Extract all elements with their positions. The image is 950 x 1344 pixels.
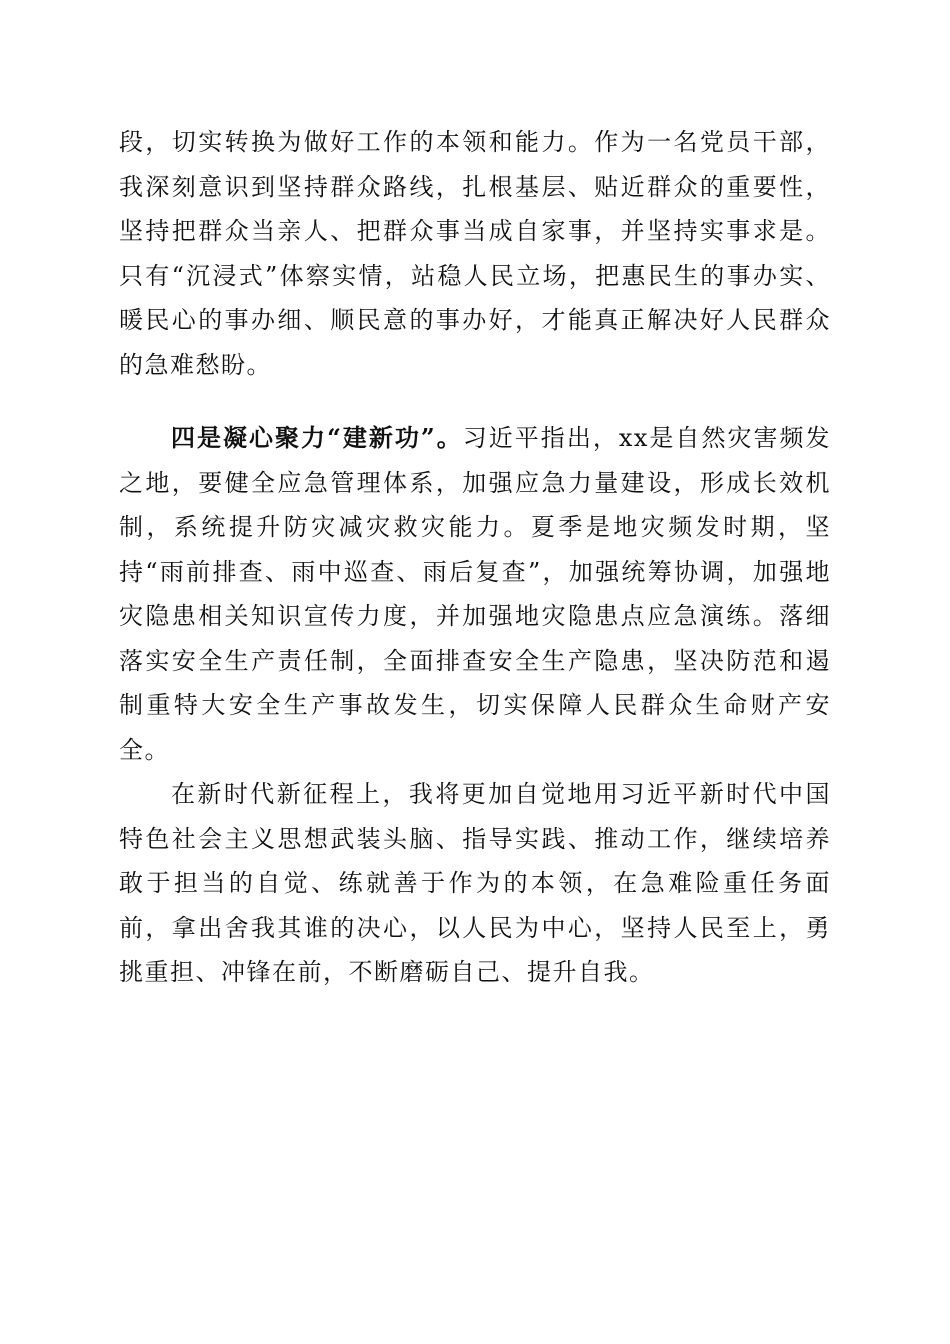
paragraph-text: 在新时代新征程上，我将更加自觉地用习近平新时代中国特色社会主义思想武装头脑、指导实践、推动工作，继续培养敢于担当的自觉、练就善于作为的本领，在急难险重任务面前，拿出舍我其谁的决心，以人民为中心，坚持人民至上，勇挑重担、冲锋在前，不断磨砺自己、提升自我。 bbox=[119, 780, 831, 986]
section-heading-four: 四是凝心聚力“建新功”。 bbox=[171, 423, 463, 452]
paragraph-continuation bbox=[119, 120, 831, 387]
paragraph-text: 段，切实转换为做好工作的本领和能力。作为一名党员干部，我深刻意识到坚持群众路线，扎根基层、贴近群众的重要性，坚持把群众当亲人、把群众事当成自家事，并坚持实事求是。只有“沉浸式”体察实情，站稳人民立场，把惠民生的事办实、暖民心的事办细、顺民意的事办好，才能真正解决好人民群众的急难愁盼。 bbox=[119, 128, 831, 379]
document-body bbox=[119, 120, 831, 986]
paragraph-section-four bbox=[119, 416, 831, 772]
paragraph-text: 习近平指出，xx是自然灾害频发之地，要健全应急管理体系，加强应急力量建设，形成长效机制，系统提升防灾减灾救灾能力。夏季是地灾频发时期，坚持“雨前排查、雨中巡查、雨后复查”，加强统筹协调，加强地灾隐患相关知识宣传力度，并加强地灾隐患点应急演练。落细落实安全生产责任制，全面排查安全生产隐患，坚决防范和遏制重特大安全生产事故发生，切实保障人民群众生命财产安全。 bbox=[119, 424, 831, 764]
paragraph-conclusion bbox=[119, 772, 831, 995]
